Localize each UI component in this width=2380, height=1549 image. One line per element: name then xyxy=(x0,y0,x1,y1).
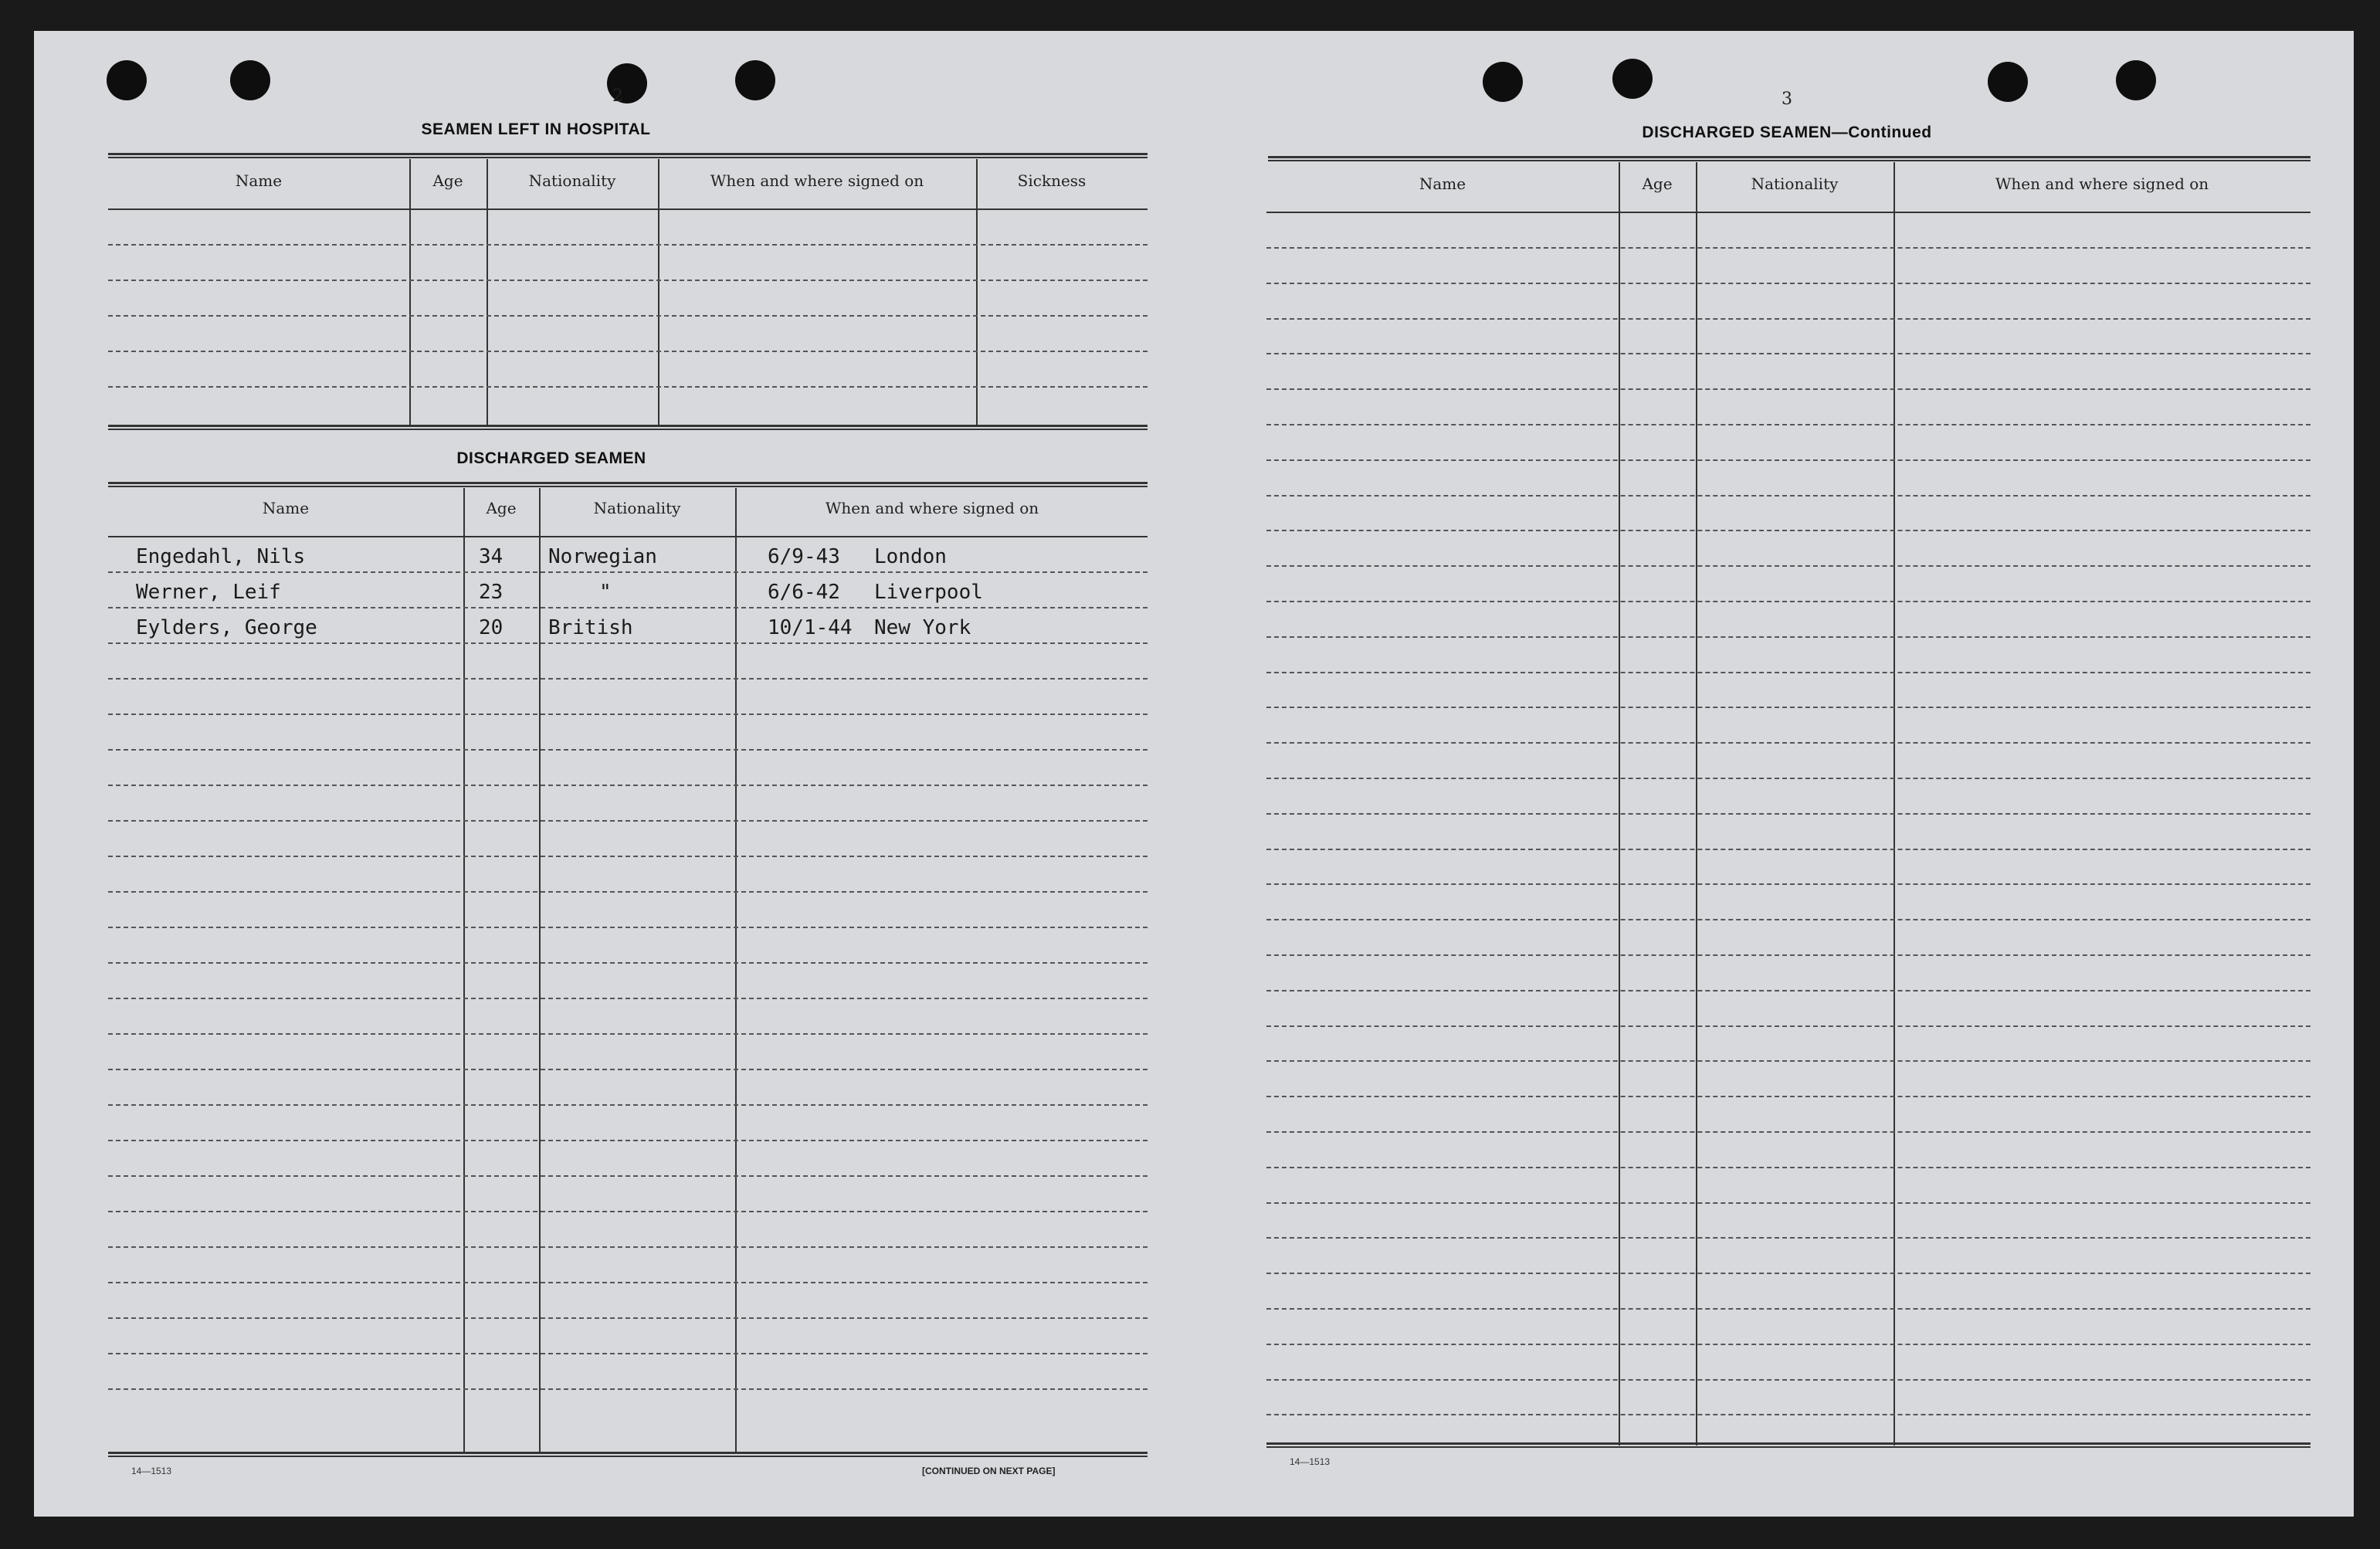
ruled-line xyxy=(108,927,1148,928)
ruled-line xyxy=(108,1211,1148,1212)
col-header-when-where: When and where signed on xyxy=(1995,175,2209,193)
form-number: 14—1513 xyxy=(131,1466,172,1476)
col-header-name: Name xyxy=(235,171,283,190)
ruled-line xyxy=(108,998,1148,999)
ruled-line xyxy=(1266,1414,2310,1415)
page-number: 3 xyxy=(1782,90,1792,109)
ruled-line xyxy=(1266,954,2310,956)
ruled-line xyxy=(1266,247,2310,249)
col-header-nationality: Nationality xyxy=(1751,175,1839,193)
ruled-line xyxy=(108,1353,1148,1354)
signed-on-place: Liverpool xyxy=(874,581,983,604)
title-rule xyxy=(1268,156,2310,161)
punch-hole xyxy=(2116,60,2156,100)
ruled-line xyxy=(1266,1131,2310,1133)
col-header-name: Name xyxy=(262,499,310,517)
ruled-line xyxy=(108,244,1148,246)
punch-hole xyxy=(735,60,775,100)
ruled-line xyxy=(108,1282,1148,1283)
ruled-line xyxy=(108,856,1148,857)
col-divider xyxy=(735,488,737,1453)
punch-hole xyxy=(1988,62,2028,102)
ruled-line xyxy=(1266,1096,2310,1097)
hospital-section-title: SEAMEN LEFT IN HOSPITAL xyxy=(421,120,651,138)
punch-hole xyxy=(230,60,270,100)
col-header-age: Age xyxy=(1642,175,1673,193)
seaman-age: 20 xyxy=(479,616,503,639)
ruled-line xyxy=(108,1388,1148,1390)
ruled-line xyxy=(108,1069,1148,1070)
signed-on-date: 6/6-42 xyxy=(768,581,840,604)
page-number: 2 xyxy=(612,86,623,106)
ruled-line xyxy=(108,642,1148,644)
signed-on-date: 6/9-43 xyxy=(768,545,840,568)
col-header-name: Name xyxy=(1419,175,1466,193)
seaman-nationality: Norwegian xyxy=(548,545,657,568)
title-text: DISCHARGED SEAMEN xyxy=(1642,124,1832,141)
ruled-line xyxy=(1266,1379,2310,1381)
header-rule xyxy=(1266,212,2310,213)
header-rule xyxy=(108,208,1148,210)
ruled-line xyxy=(108,386,1148,388)
signed-on-date: 10/1-44 xyxy=(768,616,853,639)
ruled-line xyxy=(108,315,1148,317)
ruled-line xyxy=(1266,388,2310,390)
discharged-section-title: DISCHARGED SEAMEN xyxy=(456,449,646,467)
ruled-line xyxy=(1266,1344,2310,1345)
ruled-line xyxy=(1266,601,2310,602)
title-continued: —Continued xyxy=(1831,124,1932,141)
col-divider xyxy=(463,488,465,1453)
ruled-line xyxy=(1266,883,2310,885)
ruled-line xyxy=(1266,1202,2310,1204)
form-number: 14—1513 xyxy=(1290,1456,1331,1467)
ruled-line xyxy=(1266,636,2310,638)
signed-on-place: London xyxy=(874,545,947,568)
ruled-line xyxy=(1266,353,2310,354)
ruled-line xyxy=(108,607,1148,608)
col-header-sickness: Sickness xyxy=(1017,171,1087,190)
ruled-line xyxy=(1266,778,2310,779)
ruled-line xyxy=(1266,1273,2310,1274)
ruled-line xyxy=(108,1104,1148,1106)
col-header-nationality: Nationality xyxy=(528,171,616,190)
header-rule xyxy=(108,536,1148,537)
ruled-line xyxy=(1266,1308,2310,1310)
title-rule xyxy=(108,482,1148,487)
section-end-rule xyxy=(1266,1442,2310,1448)
ruled-line xyxy=(108,1317,1148,1319)
punch-hole xyxy=(1483,62,1523,102)
ruled-line xyxy=(1266,495,2310,497)
ruled-line xyxy=(108,678,1148,680)
ruled-line xyxy=(108,820,1148,822)
ruled-line xyxy=(1266,459,2310,461)
ruled-line xyxy=(1266,565,2310,567)
ruled-line xyxy=(108,785,1148,786)
punch-hole xyxy=(107,60,147,100)
section-end-rule xyxy=(108,1452,1148,1457)
continued-section-title xyxy=(1548,124,2026,142)
col-header-when-where: When and where signed on xyxy=(710,171,924,190)
ruled-line xyxy=(108,1246,1148,1248)
ruled-line xyxy=(108,962,1148,964)
ruled-line xyxy=(1266,707,2310,708)
seaman-name: Werner, Leif xyxy=(136,581,281,604)
seaman-nationality: British xyxy=(548,616,633,639)
continued-note: [CONTINUED ON NEXT PAGE] xyxy=(922,1466,1056,1476)
ruled-line xyxy=(1266,672,2310,673)
ruled-line xyxy=(1266,990,2310,991)
signed-on-place: New York xyxy=(874,616,971,639)
ruled-line xyxy=(1266,813,2310,815)
punch-hole xyxy=(1612,59,1653,99)
section-end-rule xyxy=(108,425,1148,430)
ruled-line xyxy=(108,1140,1148,1141)
ruled-line xyxy=(1266,1025,2310,1027)
seaman-nationality: " xyxy=(599,581,612,604)
ruled-line xyxy=(1266,318,2310,320)
ruled-line xyxy=(108,713,1148,715)
ruled-line xyxy=(1266,919,2310,920)
ruled-line xyxy=(108,891,1148,893)
col-header-age: Age xyxy=(432,171,463,190)
document-sheet xyxy=(34,31,2354,1517)
ruled-line xyxy=(108,280,1148,281)
ruled-line xyxy=(1266,530,2310,531)
seaman-age: 23 xyxy=(479,581,503,604)
ruled-line xyxy=(108,749,1148,751)
seaman-name: Engedahl, Nils xyxy=(136,545,306,568)
seaman-age: 34 xyxy=(479,545,503,568)
ruled-line xyxy=(1266,424,2310,425)
col-header-nationality: Nationality xyxy=(593,499,681,517)
seaman-name: Eylders, George xyxy=(136,616,317,639)
ruled-line xyxy=(1266,283,2310,284)
ruled-line xyxy=(1266,1060,2310,1062)
col-header-age: Age xyxy=(486,499,517,517)
col-header-when-where: When and where signed on xyxy=(825,499,1039,517)
ruled-line xyxy=(1266,1237,2310,1239)
title-rule xyxy=(108,153,1148,158)
ruled-line xyxy=(108,571,1148,573)
ruled-line xyxy=(108,1033,1148,1035)
ruled-line xyxy=(1266,742,2310,744)
ruled-line xyxy=(108,1175,1148,1177)
ruled-line xyxy=(108,351,1148,352)
ruled-line xyxy=(1266,1167,2310,1168)
col-divider xyxy=(539,488,541,1453)
ruled-line xyxy=(1266,849,2310,850)
